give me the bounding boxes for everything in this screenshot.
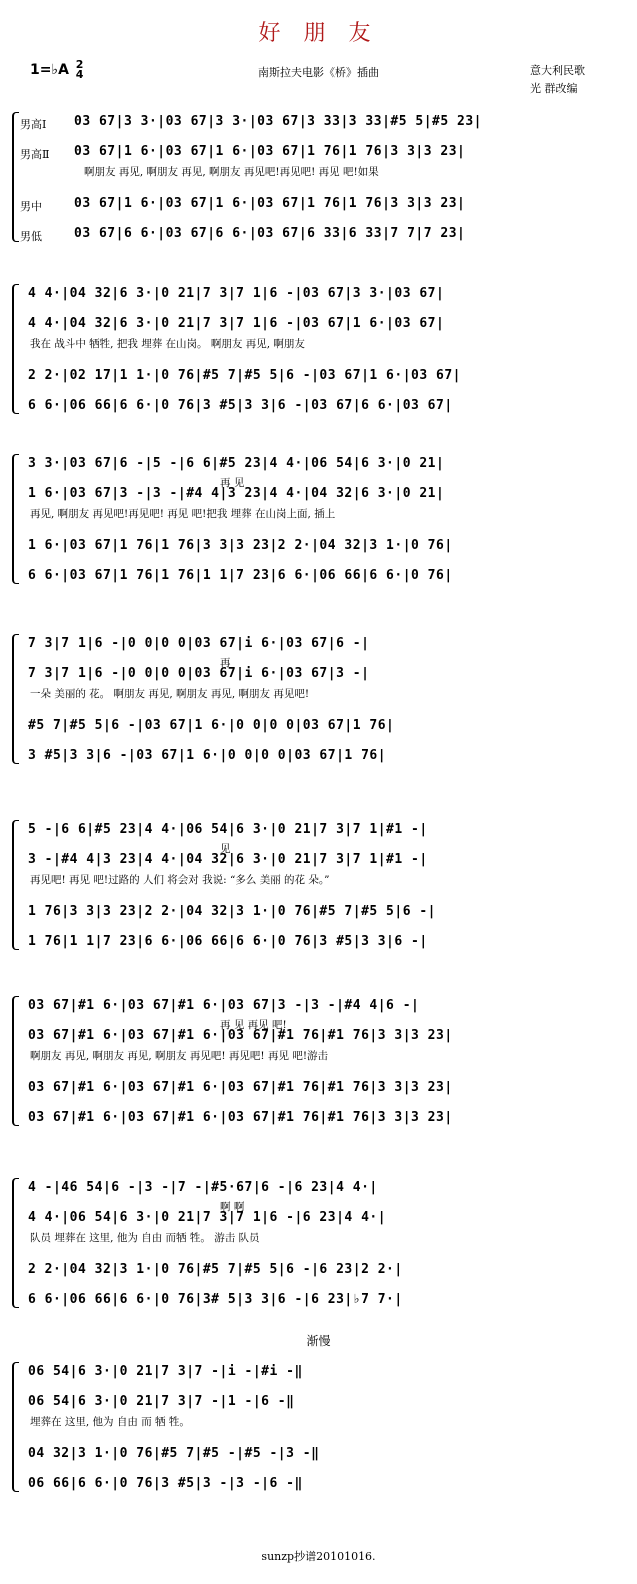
notation-row: 03 67|#1 6·|03 67|#1 6·|03 67|3 -|3 -|#4 4|6 -| <box>28 998 420 1013</box>
score-system <box>0 818 637 958</box>
notation-row: 03 67|3 3·|03 67|3 3·|03 67|3 33|3 33|#5 5|#5 23| <box>74 114 483 129</box>
notation-row: 1 76|1 1|7 23|6 6·|06 66|6 6·|0 76|3 #5|3 3|6 -| <box>28 934 428 949</box>
notation-row: 1 6·|03 67|1 76|1 76|3 3|3 23|2 2·|04 32|3 1·|0 76| <box>28 538 453 553</box>
subtitle: 南斯拉夫电影《桥》插曲 <box>258 66 379 79</box>
time-top: 2 <box>75 58 84 71</box>
notation-row: 03 67|6 6·|03 67|6 6·|03 67|6 33|6 33|7 7|7 23| <box>74 226 466 241</box>
score-system <box>0 282 637 422</box>
score-system <box>0 632 637 772</box>
system-brace <box>12 996 19 1126</box>
notation-row: 7 3|7 1|6 -|0 0|0 0|03 67|i 6·|03 67|6 -| <box>28 636 370 651</box>
lyrics-line: 我在 战斗中 牺牲, 把我 埋葬 在山岗。 啊朋友 再见, 啊朋友 <box>30 338 305 350</box>
song-title: 好 朋 友 <box>258 21 379 46</box>
score-system <box>0 110 637 250</box>
notation-row: 6 6·|03 67|1 76|1 76|1 1|7 23|6 6·|06 66|6 6·|0 76| <box>28 568 453 583</box>
notation-row: #5 7|#5 5|6 -|03 67|1 6·|0 0|0 0|03 67|1 76| <box>28 718 395 733</box>
lyrics-line: 埋葬在 这里, 他为 自由 而 牺 牲。 <box>30 1416 190 1428</box>
score-system <box>0 994 637 1134</box>
upper-lyrics: 再 见 <box>220 477 245 489</box>
part-label: 男高Ⅰ <box>20 118 47 131</box>
system-brace <box>12 820 19 950</box>
lyrics-line: 啊朋友 再见, 啊朋友 再见, 啊朋友 再见吧!再见吧! 再见 吧!如果 <box>84 166 379 178</box>
notation-row: 6 6·|06 66|6 6·|0 76|3# 5|3 3|6 -|6 23|♭7 7·| <box>28 1292 403 1307</box>
part-label: 男中 <box>20 200 42 213</box>
lyrics-line: 队员 埋葬在 这里, 他为 自由 而牺 牲。 游击 队员 <box>30 1232 260 1244</box>
notation-row: 06 54|6 3·|0 21|7 3|7 -|1 -|6 -‖ <box>28 1394 295 1409</box>
system-brace <box>12 1178 19 1308</box>
system-brace <box>12 1362 19 1492</box>
upper-lyrics: 啊 啊 <box>220 1201 245 1213</box>
footer-note: sunzp抄谱20101016. <box>261 1550 376 1563</box>
time-bottom: 4 <box>75 68 84 81</box>
score-system <box>0 1176 637 1316</box>
part-label: 男低 <box>20 230 42 243</box>
notation-row: 6 6·|06 66|6 6·|0 76|3 #5|3 3|6 -|03 67|6 6·|03 67| <box>28 398 453 413</box>
notation-row: 2 2·|02 17|1 1·|0 76|#5 7|#5 5|6 -|03 67|1 6·|03 67| <box>28 368 461 383</box>
credits <box>530 62 585 98</box>
lyrics-line: 一朵 美丽的 花。 啊朋友 再见, 啊朋友 再见, 啊朋友 再见吧! <box>30 688 310 700</box>
composer-line: 意大利民歌 <box>530 64 585 77</box>
notation-row: 03 67|1 6·|03 67|1 6·|03 67|1 76|1 76|3 3|3 23| <box>74 144 466 159</box>
system-brace <box>12 454 19 584</box>
lyrics-line: 再见, 啊朋友 再见吧!再见吧! 再见 吧!把我 埋葬 在山岗上面, 插上 <box>30 508 336 520</box>
part-label: 男高Ⅱ <box>20 148 50 161</box>
notation-row: 1 6·|03 67|3 -|3 -|#4 4|3 23|4 4·|04 32|6 3·|0 21| <box>28 486 445 501</box>
notation-row: 1 76|3 3|3 23|2 2·|04 32|3 1·|0 76|#5 7|#5 5|6 -| <box>28 904 437 919</box>
notation-row: 3 -|#4 4|3 23|4 4·|04 32|6 3·|0 21|7 3|7 1|#1 -| <box>28 852 428 867</box>
notation-row: 4 4·|06 54|6 3·|0 21|7 3|7 1|6 -|6 23|4 4·| <box>28 1210 387 1225</box>
lyrics-line: 啊朋友 再见, 啊朋友 再见, 啊朋友 再见吧! 再见吧! 再见 吧!游击 <box>30 1050 329 1062</box>
system-brace <box>12 284 19 414</box>
notation-row: 5 -|6 6|#5 23|4 4·|06 54|6 3·|0 21|7 3|7 1|#1 -| <box>28 822 428 837</box>
notation-row: 06 66|6 6·|0 76|3 #5|3 -|3 -|6 -‖ <box>28 1476 303 1491</box>
notation-row: 04 32|3 1·|0 76|#5 7|#5 -|#5 -|3 -‖ <box>28 1446 320 1461</box>
notation-row: 4 -|46 54|6 -|3 -|7 -|#5·67|6 -|6 23|4 4·| <box>28 1180 378 1195</box>
arranger-line: 光 群改编 <box>530 82 578 95</box>
score-system <box>0 452 637 592</box>
system-brace <box>12 634 19 764</box>
notation-row: 03 67|1 6·|03 67|1 6·|03 67|1 76|1 76|3 3|3 23| <box>74 196 466 211</box>
system-brace <box>12 112 19 242</box>
notation-row: 3 3·|03 67|6 -|5 -|6 6|#5 23|4 4·|06 54|6 3·|0 21| <box>28 456 445 471</box>
notation-row: 4 4·|04 32|6 3·|0 21|7 3|7 1|6 -|03 67|1 6·|03 67| <box>28 316 445 331</box>
notation-row: 3 #5|3 3|6 -|03 67|1 6·|0 0|0 0|03 67|1 76| <box>28 748 387 763</box>
upper-lyrics: 再 <box>220 657 231 669</box>
upper-lyrics: 见 <box>220 843 231 855</box>
tempo-marking: 渐慢 <box>306 1334 331 1348</box>
notation-row: 03 67|#1 6·|03 67|#1 6·|03 67|#1 76|#1 76|3 3|3 23| <box>28 1028 453 1043</box>
notation-row: 03 67|#1 6·|03 67|#1 6·|03 67|#1 76|#1 76|3 3|3 23| <box>28 1110 453 1125</box>
notation-row: 2 2·|04 32|3 1·|0 76|#5 7|#5 5|6 -|6 23|2 2·| <box>28 1262 403 1277</box>
key-text: 1=♭A <box>30 62 69 78</box>
notation-row: 03 67|#1 6·|03 67|#1 6·|03 67|#1 76|#1 76|3 3|3 23| <box>28 1080 453 1095</box>
lyrics-line: 再见吧! 再见 吧!过路的 人们 将会对 我说: “多么 美丽 的花 朵。” <box>30 874 330 886</box>
notation-row: 06 54|6 3·|0 21|7 3|7 -|i -|#i -‖ <box>28 1364 303 1379</box>
notation-row: 7 3|7 1|6 -|0 0|0 0|03 67|i 6·|03 67|3 -| <box>28 666 370 681</box>
score-system <box>0 1334 637 1500</box>
notation-row: 4 4·|04 32|6 3·|0 21|7 3|7 1|6 -|03 67|3 3·|03 67| <box>28 286 445 301</box>
upper-lyrics: 再 见 再见 吧! <box>220 1019 287 1031</box>
